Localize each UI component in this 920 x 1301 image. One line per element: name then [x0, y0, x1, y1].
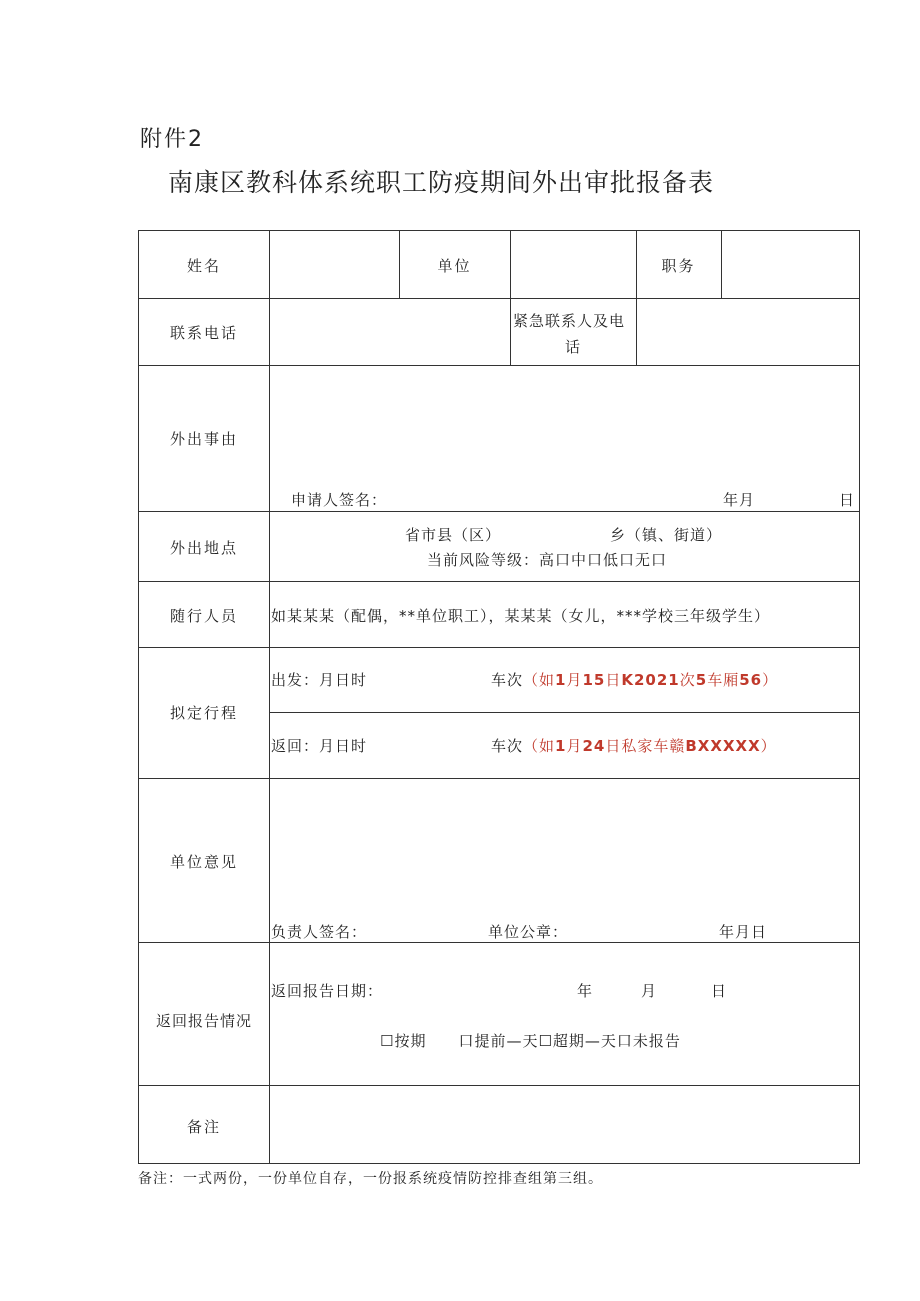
departure-example: ） — [762, 671, 779, 689]
row-divider — [139, 942, 859, 943]
remark-field[interactable] — [270, 1087, 858, 1161]
row-divider — [139, 581, 859, 582]
row-divider — [139, 365, 859, 366]
return-train-prefix: 车次 — [491, 737, 524, 755]
position-label: 职务 — [661, 257, 696, 275]
row-divider — [139, 778, 859, 779]
departure-train — [491, 669, 778, 690]
row-divider — [139, 1085, 859, 1086]
return-example: 1 — [555, 737, 567, 755]
departure-example: 1 — [555, 671, 567, 689]
departure-example: 月 — [566, 671, 583, 689]
approval-form-table — [138, 230, 860, 1164]
phone-field[interactable] — [270, 300, 509, 364]
departure-example: 车厢 — [707, 671, 740, 689]
departure-example: 次 — [679, 671, 696, 689]
unit-opinion-label: 单位意见 — [169, 853, 238, 871]
destination-township: 乡（镇、街道） — [610, 526, 723, 544]
return-report-label: 返回报告情况 — [155, 1012, 252, 1030]
opinion-date: 年月日 — [719, 923, 768, 941]
return-example: 24 — [582, 737, 606, 755]
remark-label: 备注 — [186, 1118, 221, 1136]
return-example: ） — [760, 737, 777, 755]
departure-example: 56 — [739, 671, 763, 689]
return-example: 日私家车赣 — [605, 737, 686, 755]
row-divider — [139, 298, 859, 299]
departure-label: 出发：月日时 — [271, 671, 368, 689]
emergency-contact-label: 紧急联系人及电 — [513, 312, 626, 330]
name-label: 姓名 — [186, 257, 221, 275]
unit-field[interactable] — [511, 233, 635, 297]
departure-example: （如 — [523, 671, 556, 689]
row-divider — [269, 712, 859, 713]
attachment-label: 附件2 — [140, 127, 204, 152]
emergency-contact-label-cont: 话 — [564, 338, 581, 356]
name-field[interactable] — [270, 233, 398, 297]
return-report-date-label: 返回报告日期： — [271, 982, 384, 1000]
reason-label: 外出事由 — [169, 430, 238, 448]
departure-example: 5 — [695, 671, 708, 689]
emergency-contact-field[interactable] — [637, 300, 858, 364]
departure-example: 日 — [605, 671, 622, 689]
return-label: 返回：月日时 — [271, 737, 368, 755]
footnote: 备注：一式两份，一份单位自存，一份报系统疫情防控排查组第三组。 — [138, 1171, 603, 1187]
form-title: 南康区教科体系统职工防疫期间外出审批报备表 — [168, 168, 715, 197]
return-status-options[interactable]: ☐按期 口提前—天☐超期—天口未报告 — [380, 1032, 681, 1050]
row-divider — [139, 647, 859, 648]
unit-opinion-field[interactable] — [270, 780, 858, 910]
return-example: BXXXXX — [685, 737, 761, 755]
departure-example: 15 — [582, 671, 606, 689]
risk-level: 当前风险等级：高口中口低口无口 — [427, 551, 668, 569]
itinerary-label: 拟定行程 — [169, 704, 238, 722]
return-example: （如 — [523, 737, 556, 755]
return-report-year: 年 — [577, 982, 594, 1000]
row-divider — [139, 511, 859, 512]
return-report-day: 日 — [711, 982, 728, 1000]
companions-label: 随行人员 — [169, 607, 238, 625]
phone-label: 联系电话 — [169, 324, 238, 342]
companions-value: 如某某某（配偶，**单位职工），某某某（女儿，***学校三年级学生） — [271, 607, 771, 625]
reason-field[interactable] — [270, 367, 858, 487]
leader-sign-label: 负责人签名： — [271, 923, 368, 941]
return-train — [491, 735, 777, 756]
unit-label: 单位 — [437, 257, 472, 275]
departure-example: K2021 — [621, 671, 680, 689]
return-report-month: 月 — [641, 982, 658, 1000]
applicant-sign-label: 申请人签名： — [291, 491, 388, 509]
destination-province-city-county: 省市县（区） — [405, 526, 502, 544]
apply-date-ym: 年月 — [723, 491, 756, 509]
destination-label: 外出地点 — [169, 539, 238, 557]
unit-seal-label: 单位公章： — [488, 923, 569, 941]
return-example: 月 — [566, 737, 583, 755]
position-field[interactable] — [722, 233, 858, 297]
departure-train-prefix: 车次 — [491, 671, 524, 689]
apply-date-d: 日 — [839, 491, 856, 509]
